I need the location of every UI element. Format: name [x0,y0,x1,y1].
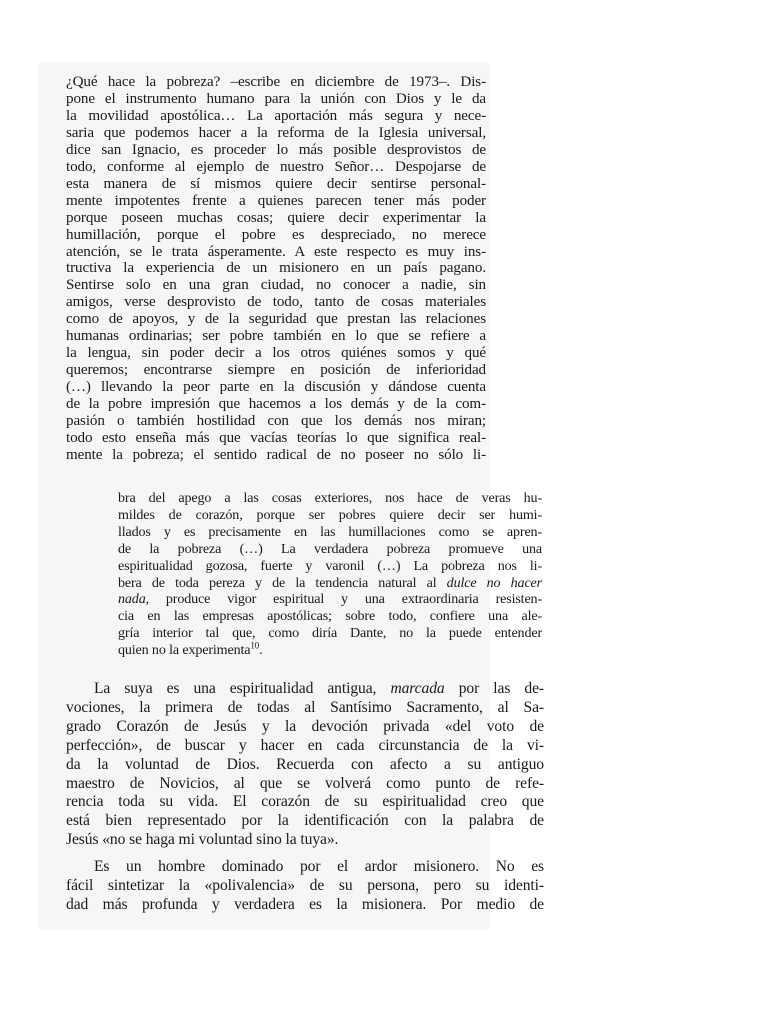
text-line: dad más profunda y verdadera es la misionera. Por medio de [66,895,544,913]
quote-line: de la pobreza (…) La verdadera pobreza promueve una [118,540,542,557]
quote-text: . [259,642,263,659]
text-line: está bien representado por la identificación con la palabra de [66,812,544,830]
text-line: vociones, la primera de todas al Santísimo Sacramento, al Sa- [66,698,544,716]
text-line: todo esto enseña más que vacías teorías lo que significa real- [66,430,486,447]
text-line-with-italic [66,680,544,699]
quote-line: cia en las empresas apostólicas; sobre todo, confiere una ale- [118,608,542,625]
block-quote [118,490,542,659]
text-line: fácil sintetizar la «polivalencia» de su persona, pero su identi- [66,876,544,894]
text-line: todo, conforme al ejemplo de nuestro Señor… Despojarse de [66,158,486,175]
text-line: humillación, porque el pobre es despreciado, no merece [66,226,486,243]
text-line: mente impotentes frente a quienes parecen tener más poder [66,192,486,209]
quote-text: quien no la experimenta [118,642,251,659]
text-line: saria que podemos hacer a la reforma de la Iglesia universal, [66,124,486,141]
text-line: perfección», de buscar y hacer en cada circunstancia de la vi- [66,736,544,754]
paragraph-poverty-quote-intro [66,74,486,464]
quote-line: gría interior tal que, como diría Dante, no la puede entender [118,625,542,642]
quote-line: bra del apego a las cosas exteriores, nos hace de veras hu- [118,490,542,506]
text-line: Es un hombre dominado por el ardor misionero. No es [94,858,544,875]
text-line: humanas ordinarias; ser pobre también en lo que se refiere a [66,328,486,345]
footnote-marker: 10 [250,640,260,651]
quote-line: mildes de corazón, porque ser pobres quiere decir ser humi- [118,506,542,523]
text-line: dice san Ignacio, es proceder lo más posible desprovistos de [66,141,486,158]
text-line: la lengua, sin poder decir a los otros quiénes somos y qué [66,345,486,362]
quote-line-with-italic [118,575,542,592]
italic-phrase: dulce no hacer [446,574,542,591]
paragraph-text: La suya es una espiritualidad antigua, [94,680,391,697]
text-line: de la pobre impresión que hacemos a los demás y de la com- [66,396,486,413]
text-line: la movilidad apostólica… La aportación más segura y nece- [66,107,486,124]
text-line: atención, se le trata ásperamente. A este respecto es muy ins- [66,243,486,260]
text-line: da la voluntad de Dios. Recuerda con afecto a su antiguo [66,755,544,773]
quote-line: espiritualidad gozosa, fuerte y varonil (…) La pobreza nos li- [118,557,542,574]
quote-line: llados y es precisamente en las humillaciones como se apren- [118,523,542,540]
text-line: amigos, verse desprovisto de todo, tanto de cosas materiales [66,294,486,311]
text-line: como de apoyos, y de la seguridad que prestan las relaciones [66,311,486,328]
text-line: queremos; encontrarse siempre en posición de inferioridad [66,362,486,379]
italic-phrase: marcada [390,680,445,697]
text-line: Jesús «no se haga mi voluntad sino la tuya». [66,831,339,849]
text-line: porque poseen muchas cosas; quiere decir experimentar la [66,209,486,226]
paragraph-text: por las de- [444,680,544,697]
text-line: Sentirse solo en una gran ciudad, no conocer a nadie, sin [66,277,486,294]
text-line: pone el instrumento humano para la unión con Dios y le da [66,90,486,107]
quote-line-with-italic [118,591,542,608]
paragraph-spirituality [66,680,544,850]
quote-text: bera de toda pereza y de la tendencia natural al [118,574,447,591]
text-line: grado Corazón de Jesús y la devoción privada «del voto de [66,717,544,735]
text-line: pasión o también hostilidad con que los demás nos miran; [66,413,486,430]
text-line: mente la pobreza; el sentido radical de no poseer no sólo li- [66,446,486,463]
text-line: rencia toda su vida. El corazón de su espiritualidad creo que [66,793,544,811]
italic-phrase: nada [118,591,146,608]
paragraph-missionary [66,858,544,915]
text-line: (…) llevando la peor parte en la discusión y dándose cuenta [66,379,486,396]
text-line: tructiva la experiencia de un misionero en un país pagano. [66,260,486,277]
quote-last-line [118,642,542,659]
text-line: maestro de Novicios, al que se volverá como punto de refe- [66,774,544,792]
text-line: ¿Qué hace la pobreza? –escribe en diciembre de 1973–. Dis- [66,74,486,90]
text-line: esta manera de sí mismos quiere decir sentirse personal- [66,175,486,192]
quote-text: , produce vigor espiritual y una extraordinaria resisten- [145,591,542,608]
